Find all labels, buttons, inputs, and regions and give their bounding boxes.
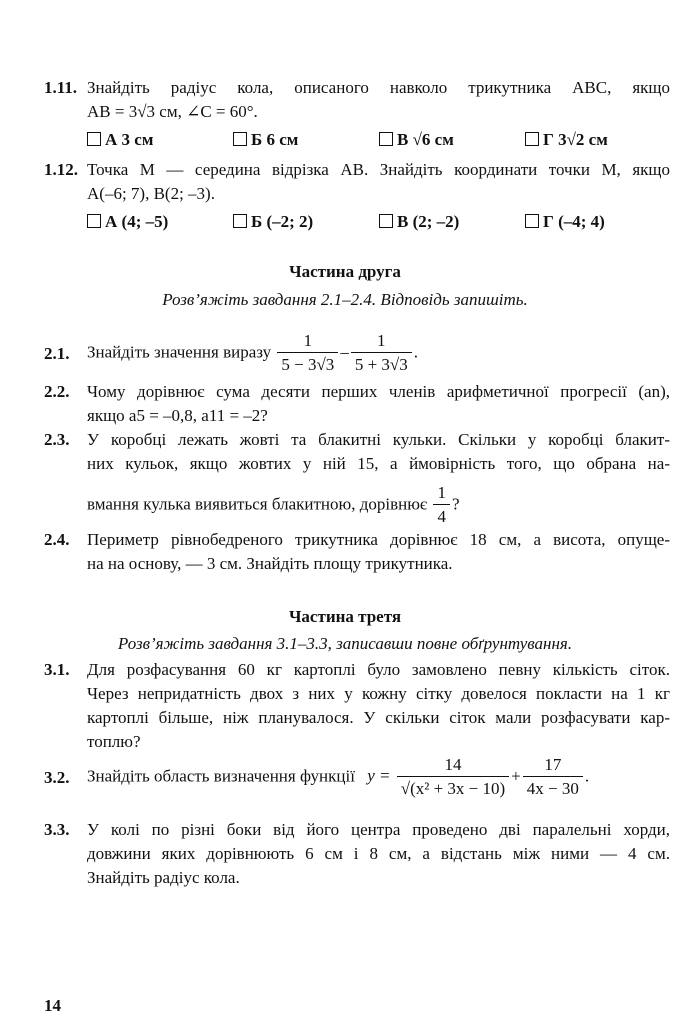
task-text-line: У колі по різні боки від його центра проведено дві паралельні хорди, (87, 820, 670, 839)
section-instructions: Розв’яжіть завдання 2.1–2.4. Відповідь запишіть. (162, 290, 528, 309)
task-number: 3.3. (44, 820, 70, 839)
task-text-line: Для розфасування 60 кг картоплі було замовлено певну кількість сіток. (87, 660, 670, 679)
task-2-1: 2.1. Знайдіть значення виразу $\frac{1}{5 - 3√3}$ – $\frac{1}{5 + 3√3}$ . (44, 330, 670, 377)
task-2-2 (44, 380, 670, 428)
task-text-line: картоплі більше, ніж планувалося. У скільки сіток мали розфасувати кар- (87, 708, 670, 727)
task-text-line: якщо a5 = –0,8, a11 = –2? (87, 406, 268, 425)
option-c[interactable]: В √6 см (379, 128, 454, 152)
task-2-4 (44, 528, 670, 576)
option-d[interactable]: Г (–4; 4) (525, 210, 605, 234)
checkbox-icon[interactable] (233, 132, 247, 146)
task-number: 1.12. (44, 160, 78, 179)
task-text: Знайдіть область визначення функції (87, 766, 355, 786)
task-text-line: Чому дорівнює сума десяти перших членів арифметичної прогресії (an), (87, 382, 670, 401)
option-c[interactable]: В (2; –2) (379, 210, 459, 234)
fraction: $\frac{1}{5 - 3√3}$ (277, 330, 338, 377)
task-text-line: них кульок, якщо жовтих у ній 15, а ймовірність того, що обрана на- (87, 454, 670, 473)
task-text-line: Точка M — середина відрізка AB. Знайдіть координати точки M, якщо (87, 160, 670, 179)
task-1-11 (44, 76, 670, 154)
task-text-line: вмання кулька виявиться блакитною, дорівнює $\frac{1}{4}$ ? (87, 482, 670, 529)
checkbox-icon[interactable] (379, 214, 393, 228)
section-instructions: Розв’яжіть завдання 3.1–3.3, записавши повне обґрунтування. (117, 634, 573, 653)
option-a[interactable]: А 3 см (87, 128, 153, 152)
task-1-12 (44, 158, 670, 236)
task-text-line: A(–6; 7), B(2; –3). (87, 184, 215, 203)
task-text-line: Знайдіть радіус кола. (87, 868, 240, 887)
fraction: $\frac{17}{4x - 30}$ (523, 754, 583, 801)
answer-options (87, 210, 670, 236)
task-text-line: У коробці лежать жовті та блакитні кульки. Скільки у коробці блакит- (87, 430, 670, 449)
fraction: $\frac{1}{4}$ (433, 482, 450, 529)
task-number: 2.3. (44, 430, 70, 449)
option-d[interactable]: Г 3√2 см (525, 128, 608, 152)
checkbox-icon[interactable] (525, 132, 539, 146)
checkbox-icon[interactable] (233, 214, 247, 228)
option-b[interactable]: Б (–2; 2) (233, 210, 313, 234)
section-title: Частина друга (289, 262, 401, 281)
task-text-line: Знайдіть радіус кола, описаного навколо трикутника ABC, якщо (87, 78, 670, 97)
task-text-line: на на основу, — 3 см. Знайдіть площу трикутника. (87, 554, 453, 573)
fraction: $\frac{14}{\text{√(x² + 3x − 10)}}$ (397, 754, 509, 801)
task-3-2: 3.2. Знайдіть область визначення функції y = $\frac{14}{\text{√(x² + 3x − 10)}}$ + $\frac{17}{4x - 30}$ . (44, 754, 670, 801)
checkbox-icon[interactable] (525, 214, 539, 228)
answer-options (87, 128, 670, 154)
section-title: Частина третя (288, 607, 402, 626)
task-3-1 (44, 658, 670, 754)
task-number: 2.2. (44, 382, 70, 401)
checkbox-icon[interactable] (379, 132, 393, 146)
option-a[interactable]: А (4; –5) (87, 210, 168, 234)
task-number: 1.11. (44, 78, 78, 97)
task-text-line: Периметр рівнобедреного трикутника дорівнює 18 см, а висота, опуще- (87, 530, 670, 549)
task-number: 3.2. (44, 768, 70, 787)
task-number: 2.1. (44, 344, 70, 363)
checkbox-icon[interactable] (87, 132, 101, 146)
task-text-line: Через непридатність двох з них у кожну сітку довелося покласти на 1 кг (87, 684, 670, 703)
task-text-line: топлю? (87, 732, 141, 751)
task-3-3 (44, 818, 670, 890)
task-number: 3.1. (44, 660, 70, 679)
function-lhs: y = (367, 766, 391, 786)
task-text-line: AB = 3√3 см, ∠C = 60°. (87, 102, 258, 121)
task-text: Знайдіть значення виразу (87, 342, 272, 362)
page-number: 14 (44, 996, 61, 1015)
task-number: 2.4. (44, 530, 70, 549)
task-2-3 (44, 428, 670, 529)
checkbox-icon[interactable] (87, 214, 101, 228)
task-text-line: довжини яких дорівнюють 6 см і 8 см, а відстань між ними — 4 см. (87, 844, 670, 863)
fraction: $\frac{1}{5 + 3√3}$ (351, 330, 412, 377)
option-b[interactable]: Б 6 см (233, 128, 298, 152)
